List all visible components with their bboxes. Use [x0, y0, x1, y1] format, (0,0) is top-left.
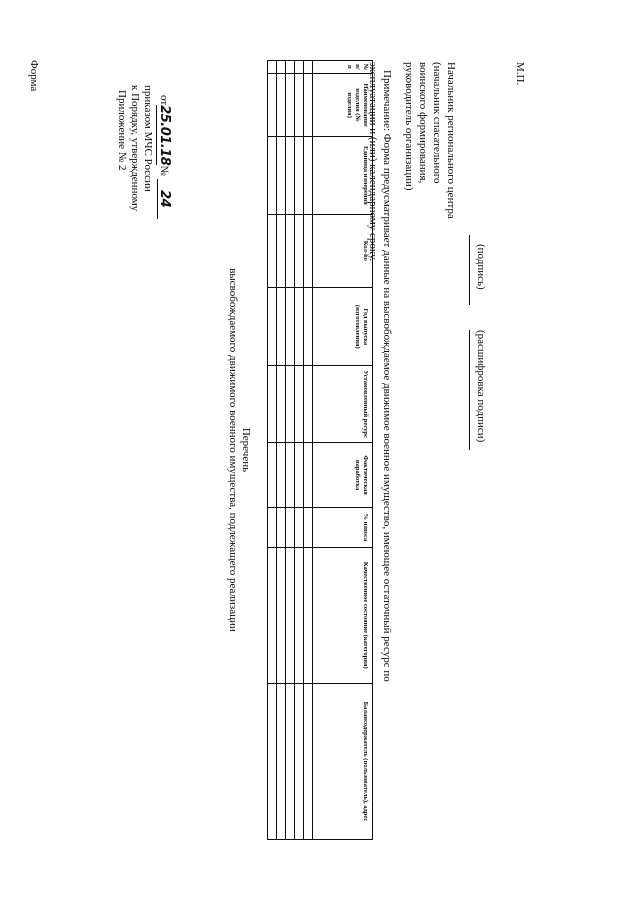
title-line-2: высвобождаемого движимого военного имущества, подлежащего реализации [227, 268, 239, 632]
appendix-date-line [157, 95, 170, 219]
appendix-line-2: к Порядку, утвержденному [129, 85, 141, 212]
signature-line [469, 235, 470, 305]
col-quality: Качественное состояние (категория) [313, 547, 373, 683]
table-cell [268, 443, 277, 508]
table-row [295, 61, 304, 840]
appendix-line-1: Приложение № 2 [116, 90, 128, 171]
signatory-line-4: руководитель организации) [403, 62, 415, 191]
table-header-row [313, 61, 373, 840]
signatory-line-3: воинского формирования, [417, 62, 429, 184]
property-table [267, 60, 373, 840]
table-cell [295, 508, 304, 548]
table-cell [304, 366, 313, 443]
table-cell [304, 547, 313, 683]
date-prefix: от [158, 95, 170, 106]
table-cell [286, 684, 295, 840]
signature-decode-line [469, 330, 470, 450]
table-cell [304, 684, 313, 840]
table-cell [286, 214, 295, 288]
number-value: 24 [157, 179, 170, 219]
col-item-name: Наименование изделия (№ изделия) [313, 73, 373, 137]
table-cell [268, 684, 277, 840]
table-cell [286, 288, 295, 366]
signature-caption: (подпись) [475, 244, 487, 290]
table-cell [304, 443, 313, 508]
table-cell [268, 214, 277, 288]
table-cell [268, 366, 277, 443]
col-wear-percent: % износа [313, 508, 373, 548]
title-line-1: Перечень [240, 427, 252, 473]
stamp-label: М.П. [514, 62, 526, 86]
table-cell [295, 288, 304, 366]
table-row [268, 61, 277, 840]
table-cell [304, 214, 313, 288]
table-cell [277, 288, 286, 366]
table-cell [268, 547, 277, 683]
note-line-2: эксплуатации и (или) календарному сроку. [367, 62, 379, 262]
table-cell [268, 137, 277, 214]
table-cell [277, 443, 286, 508]
col-unit: Единица измерения [313, 137, 373, 214]
table-cell [277, 137, 286, 214]
table-cell [295, 684, 304, 840]
table-cell [304, 73, 313, 137]
table-cell [295, 137, 304, 214]
table-cell [304, 137, 313, 214]
table-cell [286, 137, 295, 214]
table-cell [277, 508, 286, 548]
signatory-line-1: Начальник регионального центра [445, 62, 457, 219]
table-cell [277, 684, 286, 840]
col-year: Год выпуска (изготовления) [313, 288, 373, 366]
table-cell [268, 288, 277, 366]
note-line-1: Примечание: Форма предусматривает данные на высвобождаемое движимое военное имущество, имеющее остаточный ресурс по [381, 70, 393, 682]
table-cell [295, 61, 304, 74]
col-actual-usage: Фактическая наработка [313, 443, 373, 508]
table-cell [286, 61, 295, 74]
table-cell [277, 366, 286, 443]
table-cell [295, 73, 304, 137]
table-row [277, 61, 286, 840]
table-cell [286, 508, 295, 548]
table-cell [295, 547, 304, 683]
form-label: Форма [28, 60, 40, 92]
table-cell [304, 61, 313, 74]
table-cell [295, 214, 304, 288]
table-cell [304, 508, 313, 548]
col-set-resource: Установленный ресурс [313, 366, 373, 443]
signatory-line-2: (начальник спасательного [431, 62, 443, 184]
table-cell [295, 443, 304, 508]
table-row [286, 61, 295, 840]
signature-decode-caption: (расшифровка подписи) [475, 330, 487, 443]
table-cell [286, 443, 295, 508]
signatory-block [402, 62, 458, 219]
number-prefix: № [158, 165, 170, 176]
col-number: № п/п [313, 61, 373, 74]
table-cell [268, 508, 277, 548]
date-value: 25.01.18 [157, 105, 172, 166]
table-cell [304, 288, 313, 366]
note [366, 62, 394, 682]
table-cell [286, 547, 295, 683]
appendix-line-3: приказом МЧС России [142, 85, 154, 192]
col-quantity: Кол-во [313, 214, 373, 288]
table-cell [277, 547, 286, 683]
table-cell [277, 73, 286, 137]
col-owner: Балансодержатель (пользователь), адрес [313, 684, 373, 840]
table-cell [286, 366, 295, 443]
document-title [226, 180, 252, 720]
table-cell [268, 73, 277, 137]
table-cell [295, 366, 304, 443]
table-cell [268, 61, 277, 74]
table-cell [286, 73, 295, 137]
table-cell [277, 214, 286, 288]
table-cell [277, 61, 286, 74]
table-row [304, 61, 313, 840]
